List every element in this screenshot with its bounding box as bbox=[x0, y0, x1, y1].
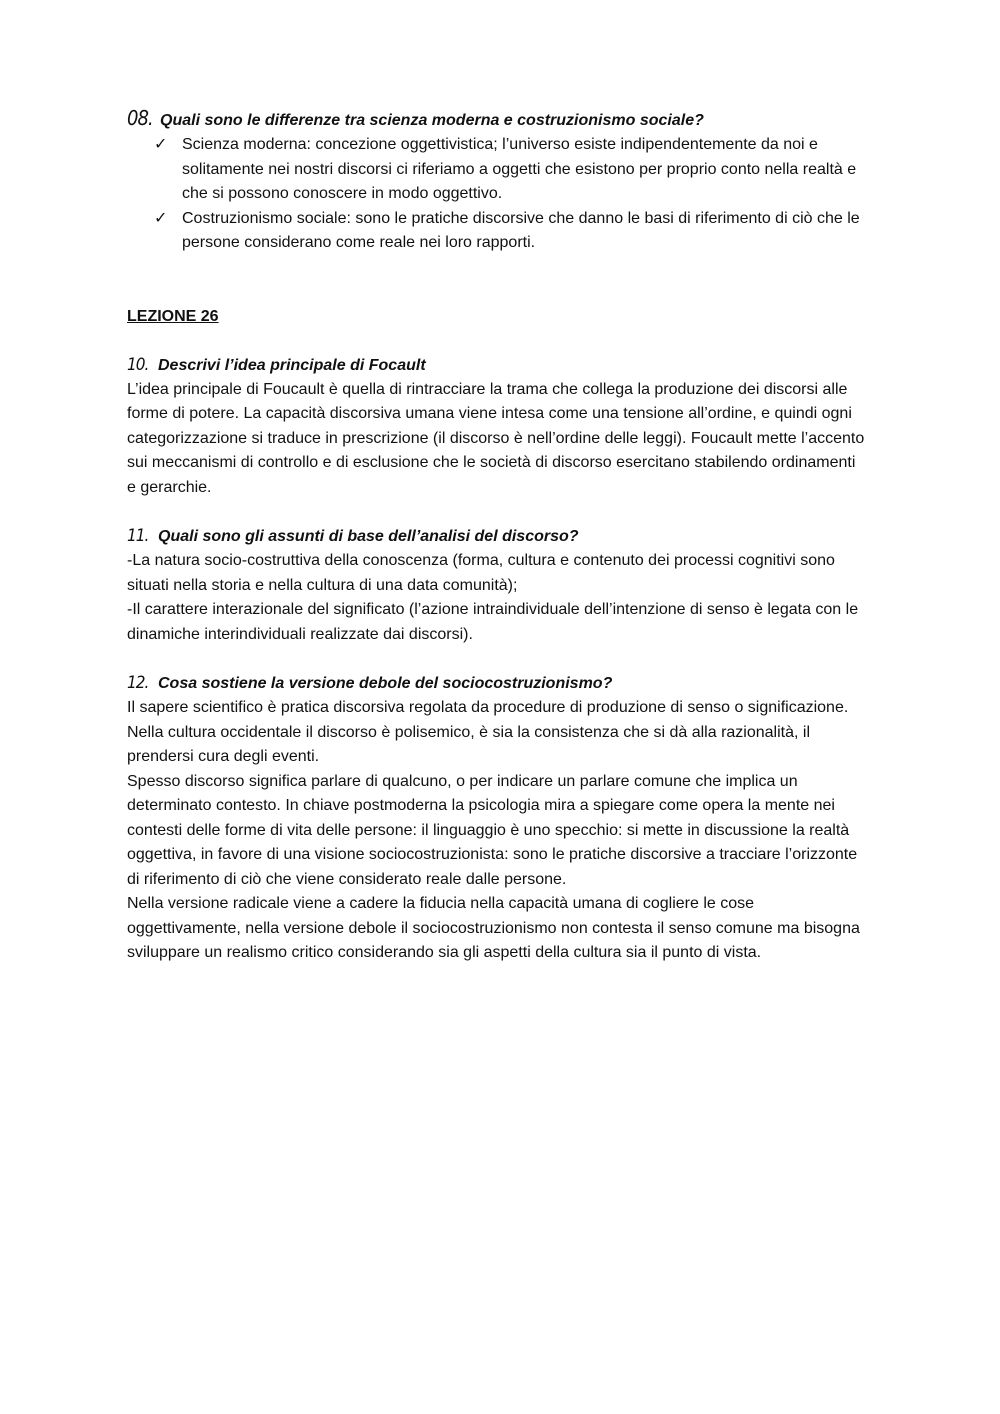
bullet-text: Costruzionismo sociale: sono le pratiche discorsive che danno le basi di riferimento di ciò che le persone considerano come reale nei loro rapporti. bbox=[182, 209, 860, 251]
list-item bbox=[154, 133, 867, 207]
answer-paragraph: Spesso discorso significa parlare di qualcuno, o per indicare un parlare comune che implica un determinato contesto. In chiave postmoderna la psicologia mira a spiegare come opera la mente nei contesti delle forme di vita delle persone: il linguaggio è uno specchio: si mette in discussione la realtà oggettiva, in favore di una visione sociocostruzionista: sono le pratiche discorsive a tracciare l’orizzonte di riferimento di ciò che viene considerato reale dalle persone. bbox=[127, 772, 858, 888]
question-number: 11. bbox=[127, 526, 149, 546]
question-08-heading bbox=[127, 106, 867, 133]
answer-paragraph: -Il carattere interazionale del significato (l’azione intraindividuale dell’intenzione di senso è legata con le dinamiche interindividuali realizzate dai discorsi). bbox=[127, 601, 859, 643]
answer-paragraph: Nella versione radicale viene a cadere la fiducia nella capacità umana di cogliere le cose oggettivamente, nella versione debole il sociocostruzionismo non contesta il senso comune ma bisogna sviluppare un realismo critico considerando sia gli aspetti della cultura sia il punto di vista. bbox=[127, 895, 860, 961]
question-text: Cosa sostiene la versione debole del sociocostruzionismo? bbox=[158, 675, 613, 692]
answer-paragraph: -La natura socio-costruttiva della conoscenza (forma, cultura e contenuto dei processi cognitivi sono situati nella storia e nella cultura di una data comunità); bbox=[127, 552, 835, 594]
question-number: 10. bbox=[127, 354, 149, 375]
answer-bullet-list bbox=[127, 133, 867, 256]
lesson-title: LEZIONE 26 bbox=[127, 307, 219, 325]
question-text: Descrivi l’idea principale di Focault bbox=[158, 356, 426, 374]
question-12-heading bbox=[127, 671, 867, 696]
checkmark-icon: ✓ bbox=[154, 136, 168, 153]
question-number: 12. bbox=[127, 673, 149, 693]
question-number: 08. bbox=[127, 106, 153, 130]
document-page bbox=[127, 106, 867, 966]
question-11-heading bbox=[127, 524, 867, 549]
question-text: Quali sono gli assunti di base dell’analisi del discorso? bbox=[158, 528, 579, 545]
bullet-text: Scienza moderna: concezione oggettivistica; l’universo esiste indipendentemente da noi e solitamente nei nostri discorsi ci riferiamo a oggetti che esistono per proprio conto nella realtà e che si possono conoscere in modo oggettivo. bbox=[182, 136, 857, 202]
question-text: Quali sono le differenze tra scienza moderna e costruzionismo sociale? bbox=[160, 112, 704, 129]
checkmark-icon: ✓ bbox=[154, 209, 168, 227]
question-10-heading bbox=[127, 353, 867, 378]
answer-paragraph: L’idea principale di Foucault è quella di rintracciare la trama che collega la produzione dei discorsi alle forme di potere. La capacità discorsiva umana viene intesa come una tensione all’ordine, e quindi ogni categorizzazione si traduce in prescrizione (il discorso è nell’ordine delle leggi). Foucault mette l’accento sui meccanismi di controllo e di esclusione che le società di discorso esercitano stabilendo ordinamenti e gerarchie. bbox=[127, 380, 865, 496]
answer-paragraph: Il sapere scientifico è pratica discorsiva regolata da procedure di produzione di senso o significazione. Nella cultura occidentale il discorso è polisemico, è sia la consistenza che si dà alla razionalità, il prendersi cura degli eventi. bbox=[127, 699, 849, 765]
list-item bbox=[154, 207, 867, 256]
